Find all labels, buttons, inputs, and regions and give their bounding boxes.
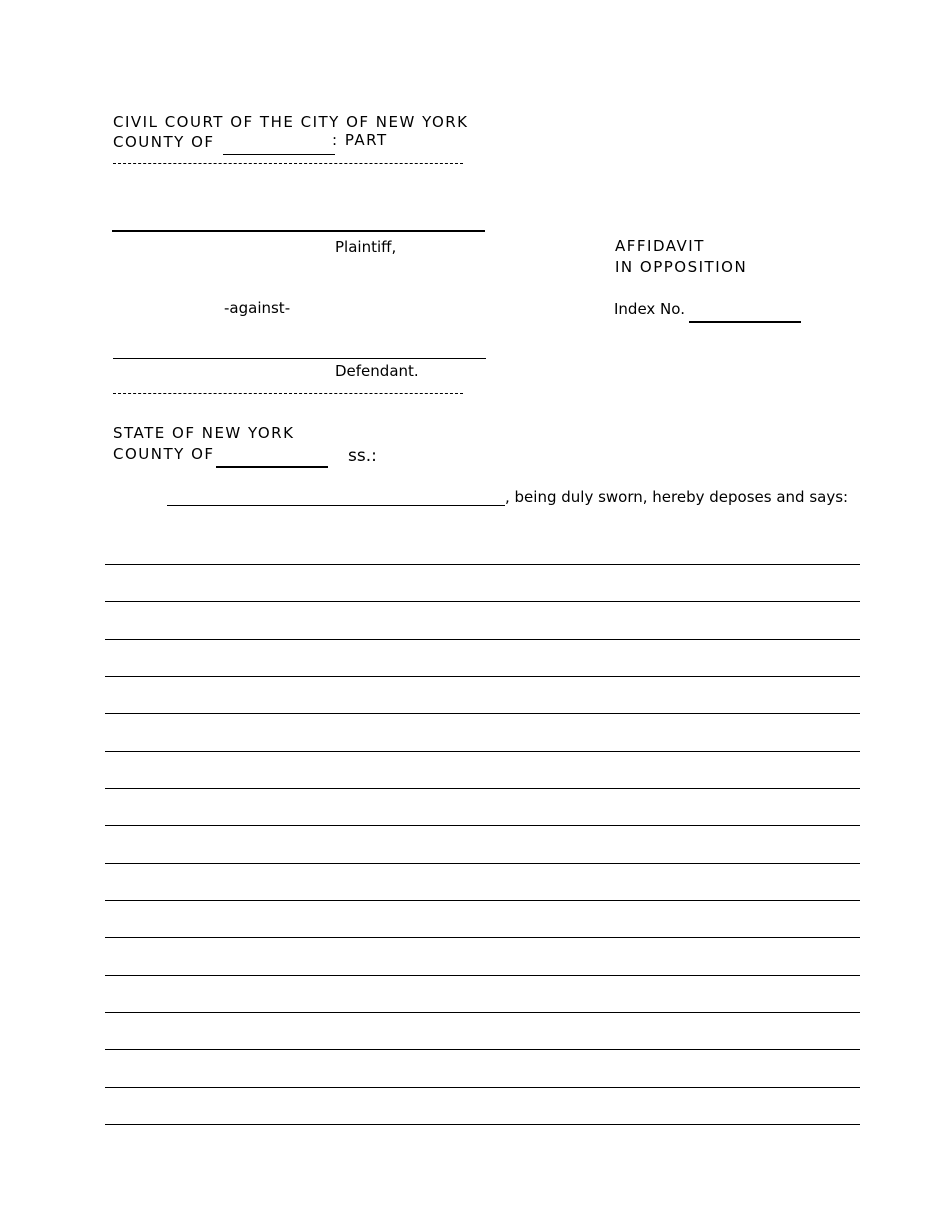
body-line[interactable] — [105, 1087, 860, 1088]
plaintiff-name-field[interactable] — [112, 210, 485, 232]
against-label: -against- — [224, 299, 291, 317]
oath-text: , being duly sworn, hereby deposes and says: — [505, 488, 849, 506]
body-line[interactable] — [105, 937, 860, 938]
document-title-line2: IN OPPOSITION — [615, 258, 748, 276]
body-line[interactable] — [105, 751, 860, 752]
body-line[interactable] — [105, 639, 860, 640]
court-name: CIVIL COURT OF THE CITY OF NEW YORK — [113, 113, 469, 131]
body-line[interactable] — [105, 713, 860, 714]
index-number-field[interactable] — [689, 302, 801, 323]
body-line[interactable] — [105, 825, 860, 826]
defendant-name-field[interactable] — [113, 338, 486, 359]
body-line[interactable] — [105, 900, 860, 901]
body-line[interactable] — [105, 975, 860, 976]
body-line[interactable] — [105, 1012, 860, 1013]
caption-divider-bottom — [113, 393, 463, 394]
body-line[interactable] — [105, 863, 860, 864]
body-line[interactable] — [105, 1124, 860, 1125]
body-line[interactable] — [105, 788, 860, 789]
venue-state: STATE OF NEW YORK — [113, 424, 295, 442]
venue-ss-label: ss.: — [348, 446, 377, 466]
county-field[interactable] — [223, 134, 335, 155]
deponent-name-field[interactable] — [167, 486, 505, 506]
venue-county-field[interactable] — [216, 447, 328, 468]
venue-county-label: COUNTY OF — [113, 445, 215, 463]
index-number-label: Index No. — [614, 300, 685, 318]
document-title-line1: AFFIDAVIT — [615, 237, 705, 255]
plaintiff-label: Plaintiff, — [335, 238, 397, 256]
body-line[interactable] — [105, 676, 860, 677]
part-label: : PART — [332, 131, 388, 149]
county-label: COUNTY OF — [113, 133, 215, 151]
defendant-label: Defendant. — [335, 362, 419, 380]
body-line[interactable] — [105, 601, 860, 602]
caption-divider-top — [113, 163, 463, 164]
body-line[interactable] — [105, 564, 860, 565]
body-line[interactable] — [105, 1049, 860, 1050]
